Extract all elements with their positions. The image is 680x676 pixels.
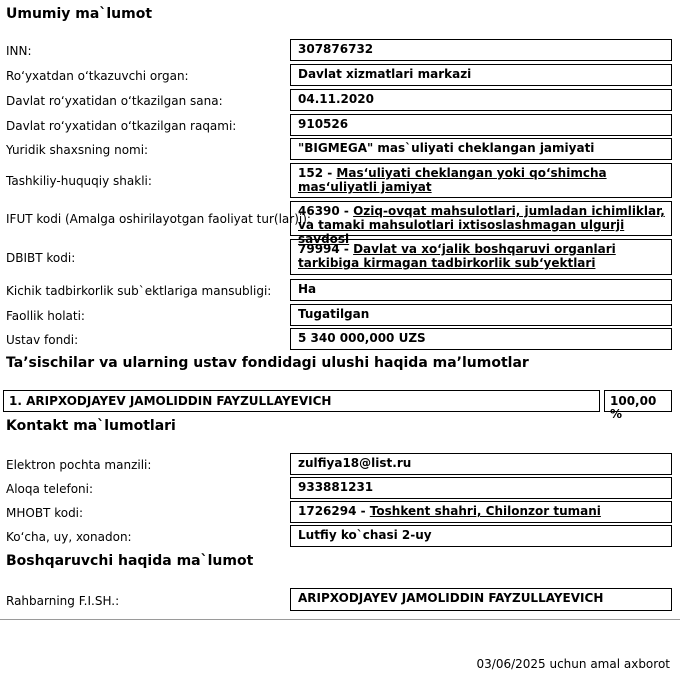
divider <box>0 619 680 620</box>
value-registration-date: 04.11.2020 <box>290 89 672 111</box>
legal-form-link[interactable]: Mas‘uliyati cheklangan yoki qo‘shimcha mas‘uliyatli jamiyat <box>298 166 607 194</box>
footer-date-note: 03/06/2025 uchun amal axborot <box>476 657 670 671</box>
ifut-link[interactable]: Oziq-ovqat mahsulotlari, jumladan ichimliklar, va tamaki mahsulotlari ixtisoslashmagan ulgurji savdosi <box>298 204 665 246</box>
label-street: Ko‘cha, uy, xonadon: <box>6 530 132 544</box>
mhobt-link[interactable]: Toshkent shahri, Chilonzor tumani <box>369 504 601 518</box>
section-title-general: Umumiy ma`lumot <box>6 6 153 22</box>
value-phone: 933881231 <box>290 477 672 499</box>
value-dbibt-code: 79994 - Davlat va xo‘jalik boshqaruvi organlari tarkibiga kirmagan tadbirkorlik sub‘yektlari <box>290 239 672 275</box>
label-activity-status: Faollik holati: <box>6 309 85 323</box>
label-dbibt-code: DBIBT kodi: <box>6 251 76 265</box>
value-street: Lutfiy ko`chasi 2-uy <box>290 525 672 547</box>
label-charter-fund: Ustav fondi: <box>6 333 79 347</box>
founder-name: 1. ARIPXODJAYEV JAMOLIDDIN FAYZULLAYEVICH <box>3 390 600 412</box>
value-email: zulfiya18@list.ru <box>290 453 672 475</box>
section-title-manager: Boshqaruvchi haqida ma`lumot <box>6 553 254 569</box>
value-manager-name: ARIPXODJAYEV JAMOLIDDIN FAYZULLAYEVICH <box>290 588 672 611</box>
label-legal-name: Yuridik shaxsning nomi: <box>6 143 149 157</box>
label-ifut-code: IFUT kodi (Amalga oshirilayotgan faoliyat tur(lar)i): <box>6 212 311 226</box>
label-mhobt-code: MHOBT kodi: <box>6 506 84 520</box>
section-title-contact: Kontakt ma`lumotlari <box>6 418 176 434</box>
section-title-founders: Ta’sischilar va ularning ustav fondidagi ulushi haqida ma’lumotlar <box>6 355 529 371</box>
value-registering-body: Davlat xizmatlari markazi <box>290 64 672 86</box>
value-registration-number: 910526 <box>290 114 672 136</box>
founder-share: 100,00 % <box>604 390 672 412</box>
value-charter-fund: 5 340 000,000 UZS <box>290 328 672 350</box>
label-small-business: Kichik tadbirkorlik sub`ektlariga mansubligi: <box>6 284 272 298</box>
label-registration-date: Davlat ro‘yxatidan o‘tkazilgan sana: <box>6 94 223 108</box>
value-legal-form: 152 - Mas‘uliyati cheklangan yoki qo‘shimcha mas‘uliyatli jamiyat <box>290 163 672 198</box>
label-email: Elektron pochta manzili: <box>6 458 152 472</box>
value-legal-name: "BIGMEGA" mas`uliyati cheklangan jamiyati <box>290 138 672 160</box>
value-small-business: Ha <box>290 279 672 301</box>
label-manager-name: Rahbarning F.I.SH.: <box>6 594 120 608</box>
value-inn: 307876732 <box>290 39 672 61</box>
value-activity-status: Tugatilgan <box>290 304 672 326</box>
dbibt-link[interactable]: Davlat va xo‘jalik boshqaruvi organlari tarkibiga kirmagan tadbirkorlik sub‘yektlari <box>298 242 616 270</box>
label-registration-number: Davlat ro‘yxatidan o‘tkazilgan raqami: <box>6 119 237 133</box>
label-registering-body: Ro‘yxatdan o‘tkazuvchi organ: <box>6 69 189 83</box>
value-ifut-code: 46390 - Oziq-ovqat mahsulotlari, jumladan ichimliklar, va tamaki mahsulotlari ixtisoslashmagan ulgurji savdosi <box>290 201 672 236</box>
label-legal-form: Tashkiliy-huquqiy shakli: <box>6 174 152 188</box>
value-mhobt-code: 1726294 - Toshkent shahri, Chilonzor tumani <box>290 501 672 523</box>
label-inn: INN: <box>6 44 32 58</box>
label-phone: Aloqa telefoni: <box>6 482 94 496</box>
